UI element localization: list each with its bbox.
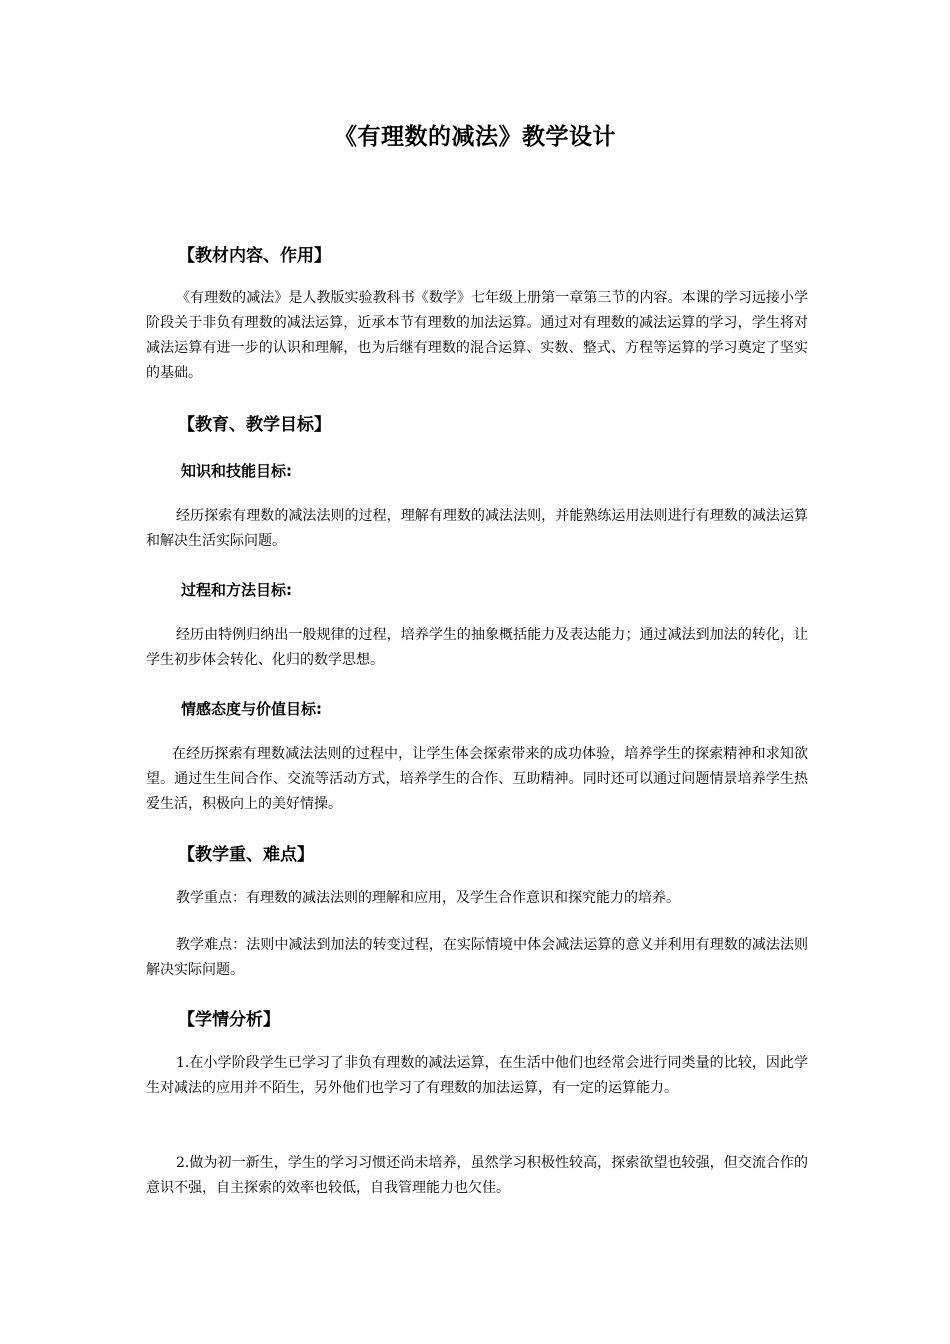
analysis-item-1: 1.在小学阶段学生已学习了非负有理数的减法运算，在生活中他们也经常会进行同类量的比较，因此学生对减法的应用并不陌生，另外他们也学习了有理数的加法运算，有一定的运算能力。 [146,1055,808,1096]
subheading-knowledge: 知识和技能目标: [181,462,292,480]
emotion-paragraph: 在经历探索有理数减法法则的过程中，让学生体会探索带来的成功体验，培养学生的探索精神和求知欲望。通过生生间合作、交流等活动方式，培养学生的合作、互助精神。同时还可以通过问题情景培养学生热爱生活，积极向上的美好情操。 [146,746,808,812]
subheading-process: 过程和方法目标: [181,581,292,599]
section-heading-keypoints: 【教学重、难点】 [178,845,314,865]
knowledge-paragraph: 经历探索有理数的减法法则的过程，理解有理数的减法法则，并能熟练运用法则进行有理数的减法运算和解决生活实际问题。 [146,508,808,549]
process-paragraph: 经历由特例归纳出一般规律的过程，培养学生的抽象概括能力及表达能力；通过减法到加法的转化，让学生初步体会转化、化归的数学思想。 [146,627,808,668]
analysis-item-2: 2.做为初一新生，学生的学习习惯还尚未培养，虽然学习积极性较高，探索欲望也较强，但交流合作的意识不强，自主探索的效率也较低，自我管理能力也欠佳。 [146,1155,808,1196]
section-heading-goals: 【教育、教学目标】 [178,415,331,435]
subheading-emotion: 情感态度与价值目标: [181,700,322,718]
content-paragraph: 《有理数的减法》是人教版实验教科书《数学》七年级上册第一章第三节的内容。本课的学习远接小学阶段关于非负有理数的减法运算，近承本节有理数的加法运算。通过对有理数的减法运算的学习，学生将对减法运算有进一步的认识和理解，也为后继有理数的混合运算、实数、整式、方程等运算的学习奠定了坚实的基础。 [146,290,808,381]
section-heading-content: 【教材内容、作用】 [178,246,331,266]
focus-paragraph: 教学重点：有理数的减法法则的理解和应用，及学生合作意识和探究能力的培养。 [176,890,680,906]
difficulty-paragraph: 教学难点：法则中减法到加法的转变过程，在实际情境中体会减法运算的意义并利用有理数的减法法则解决实际问题。 [146,937,808,978]
document-title: 《有理数的减法》教学设计 [334,124,616,150]
section-heading-analysis: 【学情分析】 [178,1010,280,1030]
